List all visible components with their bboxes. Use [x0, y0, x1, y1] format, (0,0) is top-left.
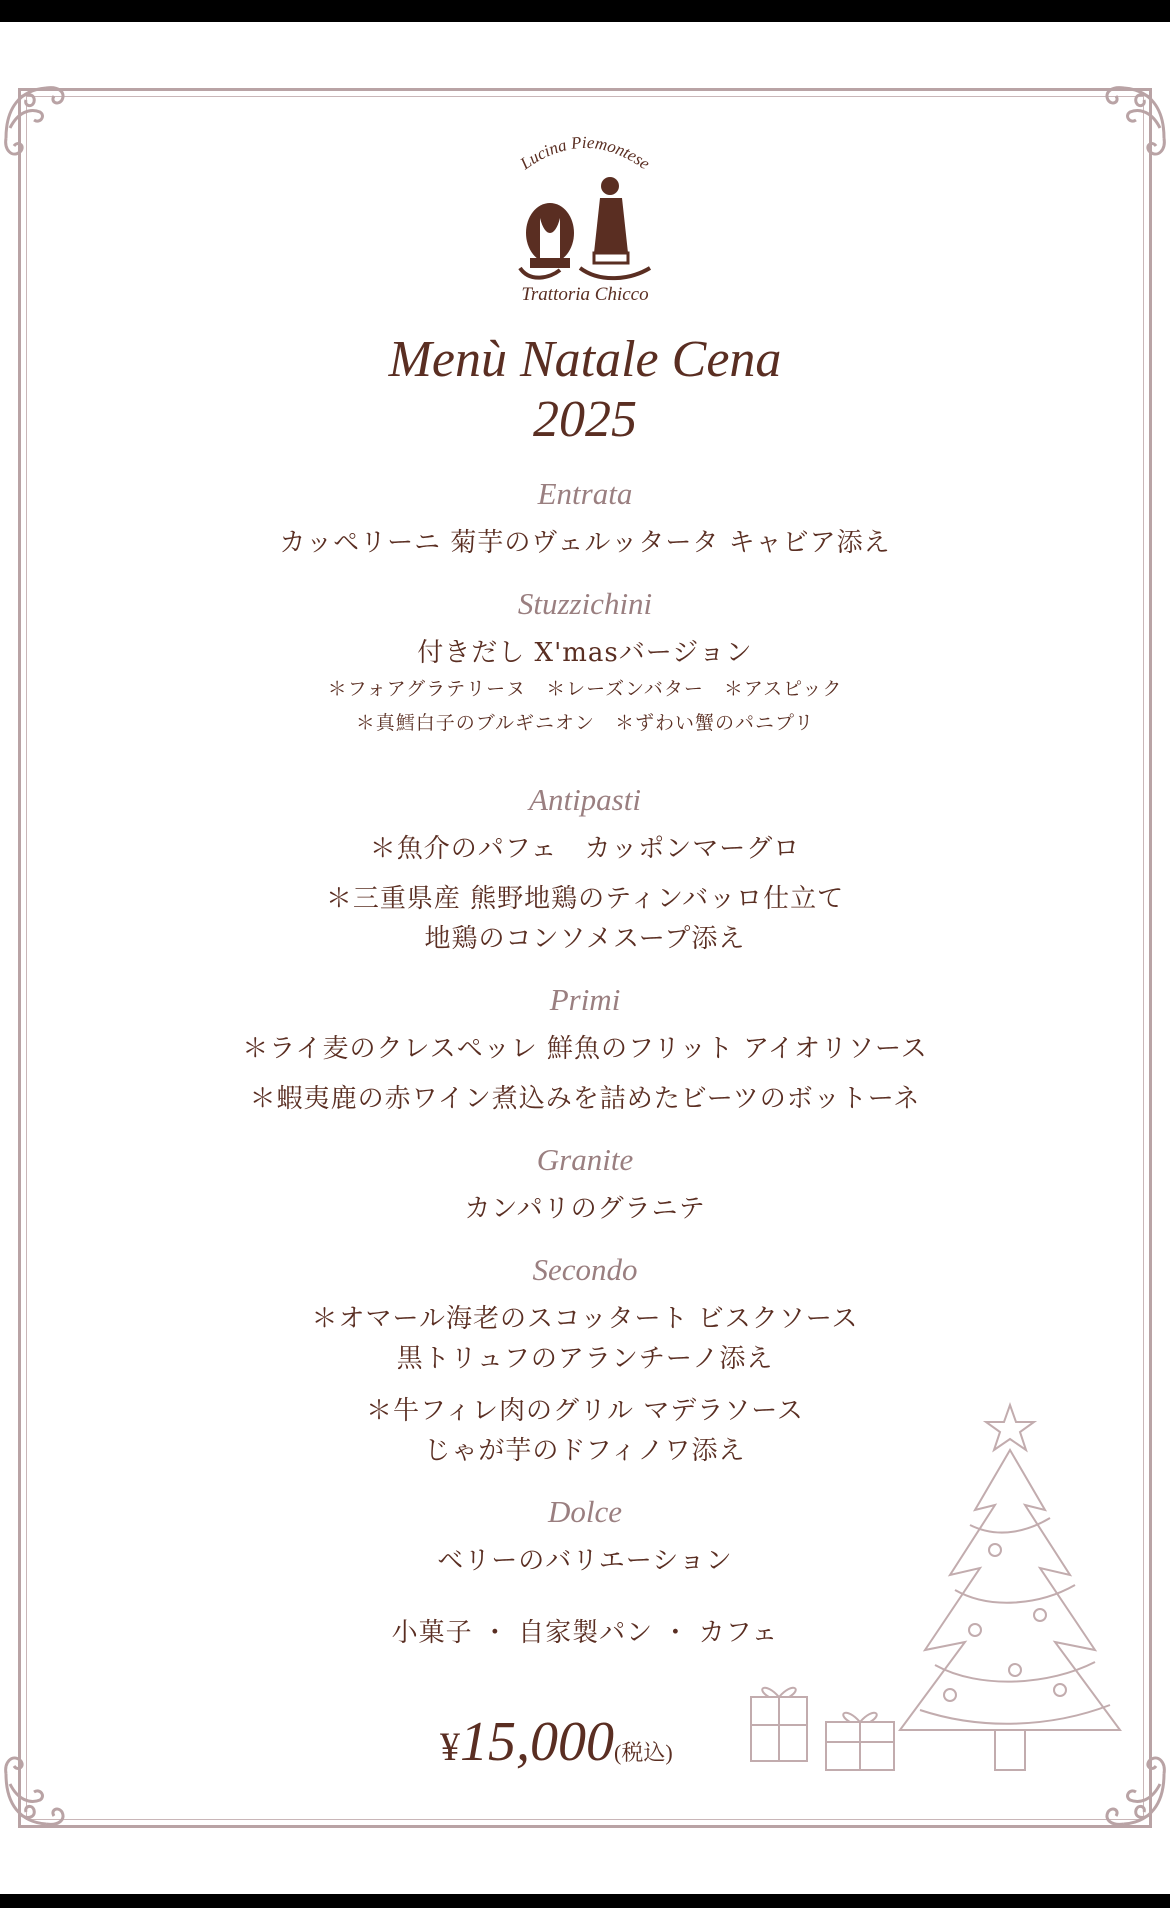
section-heading-secondo: Secondo: [532, 1252, 638, 1287]
menu-year: 2025: [533, 391, 637, 448]
dish-granite: カンパリのグラニテ: [464, 1194, 706, 1224]
price-amount: 15,000: [460, 1711, 614, 1773]
section-heading-entrata: Entrata: [537, 476, 633, 511]
svg-text:Trattoria Chicco: Trattoria Chicco: [521, 284, 649, 305]
restaurant-logo: [490, 118, 680, 308]
dish-antipasti: ＊三重県産 熊野地鶏のティンバッロ仕立て: [325, 884, 845, 914]
corner-ornament-icon: [0, 78, 74, 164]
price: [440, 1710, 673, 1774]
dish-antipasti: 地鶏のコンソメスープ添え: [424, 924, 746, 954]
dish-primi: ＊ライ麦のクレスペッレ 鮮魚のフリット アイオリソース: [242, 1034, 928, 1064]
dish-dolce: ベリーのバリエーション: [437, 1546, 733, 1576]
dish-secondo: じゃが芋のドフィノワ添え: [424, 1436, 746, 1466]
corner-ornament-icon: [0, 1748, 74, 1834]
bottom-bar: [0, 1894, 1170, 1908]
corner-ornament-icon: [1096, 78, 1170, 164]
dish-entrata: カッペリーニ 菊芋のヴェルッタータ キャビア添え: [279, 528, 891, 558]
dish-secondo: 黒トリュフのアランチーノ添え: [396, 1344, 774, 1374]
section-heading-dolce: Dolce: [547, 1494, 623, 1529]
price-currency: ¥: [440, 1724, 460, 1769]
section-heading-antipasti: Antipasti: [529, 782, 641, 817]
dish-stuzzichini-sub: ＊真鱈白子のブルギニオン ＊ずわい蟹のパニプリ: [355, 712, 815, 734]
section-heading-granite: Granite: [536, 1142, 634, 1177]
dish-antipasti: ＊魚介のパフェ カッポンマーグロ: [369, 834, 801, 864]
section-heading-primi: Primi: [549, 982, 621, 1017]
dish-secondo: ＊オマール海老のスコッタート ビスクソース: [311, 1304, 859, 1334]
gift-box-icon: [820, 1702, 900, 1774]
menu-title: Menù Natale Cena: [388, 331, 782, 388]
extras-line: 小菓子 ・ 自家製パン ・ カフェ: [391, 1618, 779, 1648]
dish-stuzzichini-sub: ＊フォアグラテリーヌ ＊レーズンバター ＊アスピック: [327, 678, 843, 700]
dish-primi: ＊蝦夷鹿の赤ワイン煮込みを詰めたビーツのボットーネ: [249, 1084, 921, 1114]
gift-box-icon: [745, 1675, 813, 1767]
top-bar: [0, 0, 1170, 22]
dish-secondo: ＊牛フィレ肉のグリル マデラソース: [366, 1396, 804, 1426]
svg-text:Lucina Piemontese: Lucina Piemontese: [516, 132, 654, 174]
dish-stuzzichini: 付きだし X'masバージョン: [417, 638, 753, 668]
price-tax-note: (税込): [614, 1740, 673, 1765]
section-heading-stuzzichini: Stuzzichini: [517, 586, 653, 621]
christmas-tree-icon: [880, 1400, 1140, 1790]
